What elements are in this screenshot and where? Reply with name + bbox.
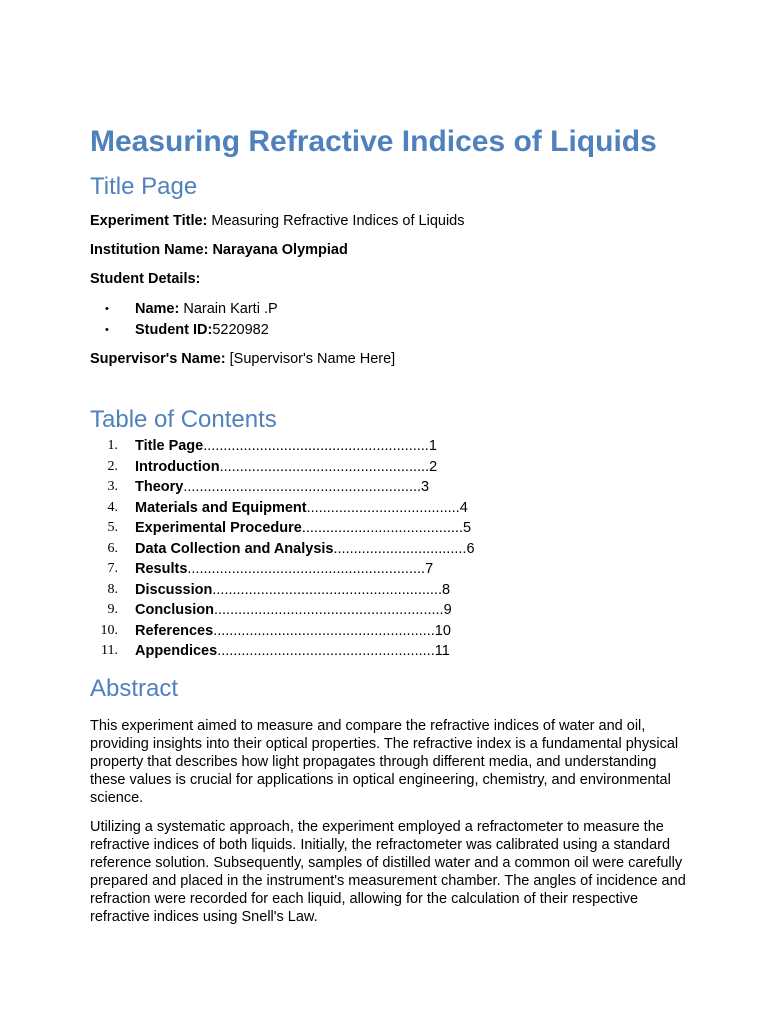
toc-number: 6. [107, 540, 118, 556]
toc-list [90, 436, 690, 662]
student-name-label: Name: [135, 301, 180, 317]
experiment-title-field [90, 212, 690, 230]
toc-leader: ...................................... [306, 499, 460, 516]
student-id-item [90, 320, 690, 341]
toc-page: 1 [428, 438, 437, 454]
toc-leader: ......................................................... [212, 581, 442, 598]
toc-page: 2 [429, 458, 438, 475]
student-name-value: Narain Karti .P [183, 301, 278, 317]
document-title: Measuring Refractive Indices of Liquids [90, 125, 657, 158]
toc-page: 11 [434, 643, 450, 659]
toc-leader: ...................................................... [217, 643, 435, 659]
toc-page: 9 [443, 602, 452, 618]
experiment-title-label: Experiment Title: [90, 213, 208, 229]
abstract-paragraph: This experiment aimed to measure and compare the refractive indices of water and oil, providing insights into their optical properties. The refractive index is a fundamental physical property that describes how light propagates through different media, and understanding these values is crucial for applications in optical engineering, chemistry, and environmental science. [90, 717, 679, 806]
toc-number: 7. [107, 561, 118, 576]
toc-leader: ........................................................... [183, 479, 422, 495]
toc-page: 8 [442, 581, 451, 598]
toc-number: 8. [107, 581, 118, 597]
toc-leader: ......................................................... [213, 602, 444, 618]
toc-item[interactable] [90, 498, 690, 519]
toc-number: 2. [107, 458, 118, 474]
toc-item[interactable] [90, 477, 690, 498]
toc-page: 6 [466, 540, 475, 557]
toc-title: Data Collection and Analysis [135, 540, 334, 557]
institution-field [90, 241, 690, 259]
toc-page: 4 [459, 499, 468, 516]
supervisor-field [90, 350, 690, 368]
toc-page: 7 [425, 561, 434, 577]
bullet-icon: • [105, 303, 109, 315]
supervisor-label: Supervisor's Name: [90, 351, 226, 367]
toc-page: 3 [421, 479, 430, 495]
toc-title: Introduction [135, 458, 220, 475]
toc-leader: ........................................ [301, 520, 463, 536]
toc-leader: ................................. [333, 540, 467, 557]
toc-number: 1. [107, 438, 118, 453]
toc-title: Experimental Procedure [135, 520, 302, 536]
toc-item[interactable] [90, 559, 690, 580]
bullet-icon: • [105, 324, 109, 336]
toc-item[interactable] [90, 518, 690, 539]
student-name-item [90, 299, 690, 320]
toc-title: Appendices [135, 643, 218, 659]
toc-heading: Table of Contents [90, 406, 277, 433]
student-details-list [90, 299, 690, 341]
toc-title: Materials and Equipment [135, 499, 307, 516]
toc-title: Theory [135, 479, 184, 495]
student-id-value: 5220982 [212, 322, 269, 338]
abstract-paragraph: Utilizing a systematic approach, the experiment employed a refractometer to measure the refractive indices of both liquids. Initially, the refractometer was calibrated using a standard reference solution. Subsequently, samples of distilled water and a common oil were carefully prepared and placed in the instrument's measurement chamber. The angles of incidence and refraction were recorded for each liquid, allowing for the calculation of their respective refractive indices using Snell's Law. [90, 818, 686, 925]
toc-item[interactable] [90, 600, 690, 621]
toc-title: References [135, 622, 214, 639]
toc-leader: .................................................... [219, 458, 430, 475]
toc-number: 5. [107, 520, 118, 535]
toc-title: Discussion [135, 581, 213, 598]
abstract-heading: Abstract [90, 674, 179, 702]
toc-title: Title Page [135, 438, 204, 454]
institution-label: Institution Name: [90, 242, 209, 258]
experiment-title-value: Measuring Refractive Indices of Liquids [211, 213, 465, 229]
toc-number: 4. [107, 499, 118, 515]
toc-item[interactable] [90, 539, 690, 560]
toc-item[interactable] [90, 457, 690, 478]
document-page [90, 124, 690, 926]
toc-title: Conclusion [135, 602, 214, 618]
toc-item[interactable] [90, 641, 690, 662]
institution-value: Narayana Olympiad [212, 242, 348, 258]
toc-page: 5 [462, 520, 472, 536]
toc-page: 10 [434, 622, 451, 639]
toc-leader: ........................................................ [203, 438, 429, 454]
supervisor-value: [Supervisor's Name Here] [229, 351, 396, 367]
toc-number: 3. [107, 479, 118, 494]
student-details-label: Student Details: [90, 271, 201, 287]
toc-number: 9. [107, 602, 118, 617]
toc-number: 10. [100, 622, 118, 638]
toc-leader: ....................................................... [213, 622, 435, 639]
toc-title: Results [135, 561, 188, 577]
toc-item[interactable] [90, 621, 690, 642]
student-id-label: Student ID: [135, 322, 213, 338]
toc-item[interactable] [90, 436, 690, 457]
title-page-heading: Title Page [90, 173, 198, 200]
toc-item[interactable] [90, 580, 690, 601]
student-details-field [90, 270, 690, 288]
toc-leader: ........................................................... [187, 561, 426, 577]
toc-number: 11. [101, 643, 118, 658]
